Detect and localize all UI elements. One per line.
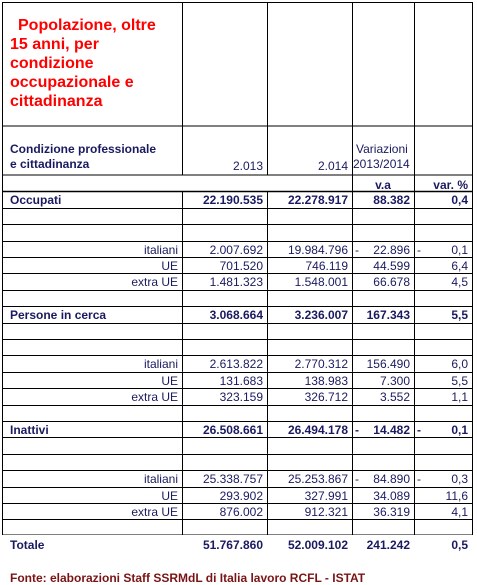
value-2014: 3.236.007 bbox=[294, 308, 348, 323]
row-label: extra UE bbox=[131, 505, 178, 519]
value-variation-pct: 1,1 bbox=[451, 390, 468, 405]
value-variation-pct: 0,3 bbox=[451, 472, 468, 487]
value-2013: 701.520 bbox=[219, 259, 263, 273]
minus-sign: - bbox=[355, 242, 359, 257]
table-title-line: condizione bbox=[10, 55, 94, 72]
row-label: Occupati bbox=[10, 193, 62, 208]
value-2013: 2.007.692 bbox=[209, 242, 263, 257]
table-title-line: occupazionale e bbox=[10, 74, 134, 91]
minus-sign: - bbox=[355, 423, 359, 437]
row-label: UE bbox=[161, 488, 178, 503]
value-2013: 293.902 bbox=[219, 488, 263, 503]
va-header: v.a bbox=[375, 178, 391, 192]
value-variation-abs: 3.552 bbox=[379, 390, 410, 405]
table-title-line: 15 anni, per bbox=[10, 36, 99, 53]
value-variation-abs: 88.382 bbox=[373, 193, 410, 208]
value-variation-pct: 5,5 bbox=[451, 373, 468, 388]
value-2014: 1.548.001 bbox=[294, 275, 348, 290]
value-2014: 25.253.867 bbox=[287, 472, 348, 487]
value-variation-abs: 241.242 bbox=[366, 537, 410, 552]
value-2014: 26.494.178 bbox=[287, 423, 348, 437]
value-2014: 52.009.102 bbox=[287, 537, 348, 552]
value-variation-abs: 84.890 bbox=[373, 472, 410, 487]
minus-sign: - bbox=[355, 472, 359, 487]
value-2013: 2.613.822 bbox=[209, 357, 263, 372]
value-2013: 131.683 bbox=[219, 373, 263, 388]
minus-sign: - bbox=[417, 472, 421, 487]
value-2013: 1.481.323 bbox=[209, 275, 263, 290]
source-footer: Fonte: elaborazioni Staff SSRMdL di Italia lavoro RCFL - ISTAT bbox=[10, 570, 366, 585]
row-label: UE bbox=[161, 259, 178, 273]
value-variation-abs: 7.300 bbox=[379, 373, 410, 388]
value-2014: 2.770.312 bbox=[294, 357, 348, 372]
value-variation-pct: 0,1 bbox=[451, 423, 468, 437]
value-variation-abs: 156.490 bbox=[366, 357, 410, 372]
value-variation-pct: 6,4 bbox=[451, 259, 468, 273]
value-2014: 912.321 bbox=[304, 505, 348, 519]
value-variation-abs: 66.678 bbox=[373, 275, 410, 290]
table-title-line: cittadinanza bbox=[10, 93, 103, 110]
value-variation-pct: 5,5 bbox=[451, 308, 468, 323]
value-variation-abs: 36.319 bbox=[373, 505, 410, 519]
row-label: UE bbox=[161, 373, 178, 388]
row-label: italiani bbox=[143, 357, 178, 372]
value-2013: 25.338.757 bbox=[202, 472, 263, 487]
table-title bbox=[10, 16, 180, 111]
variazioni-header: 2013/2014 bbox=[353, 157, 410, 171]
value-variation-pct: 6,0 bbox=[451, 357, 468, 372]
value-2013: 323.159 bbox=[219, 390, 263, 405]
value-variation-abs: 14.482 bbox=[373, 423, 410, 437]
value-2014: 326.712 bbox=[304, 390, 348, 405]
value-variation-pct: 4,1 bbox=[451, 505, 468, 519]
value-2014: 22.278.917 bbox=[287, 193, 348, 208]
minus-sign: - bbox=[417, 242, 421, 257]
value-variation-abs: 167.343 bbox=[366, 308, 410, 323]
table-title-line: Popolazione, oltre bbox=[18, 17, 156, 34]
row-label: Persone in cerca bbox=[10, 308, 107, 323]
value-2014: 138.983 bbox=[304, 373, 348, 388]
value-2013: 3.068.664 bbox=[209, 308, 263, 323]
value-variation-pct: 11,6 bbox=[445, 488, 468, 503]
year-header-2014: 2.014 bbox=[317, 159, 348, 173]
value-2014: 327.991 bbox=[304, 488, 348, 503]
value-2013: 22.190.535 bbox=[202, 193, 263, 208]
minus-sign: - bbox=[417, 423, 421, 437]
value-variation-pct: 0,4 bbox=[451, 193, 468, 208]
value-2013: 26.508.661 bbox=[202, 423, 263, 437]
column-header-label: Condizione professionale bbox=[10, 142, 157, 156]
value-2014: 19.984.796 bbox=[287, 242, 348, 257]
value-variation-abs: 34.089 bbox=[373, 488, 410, 503]
year-header-2013: 2.013 bbox=[232, 159, 263, 173]
row-label: Totale bbox=[10, 537, 45, 552]
value-variation-pct: 0,5 bbox=[451, 537, 468, 552]
row-label: italiani bbox=[143, 242, 178, 257]
variazioni-header: Variazioni bbox=[356, 142, 408, 156]
column-header-label: e cittadinanza bbox=[10, 157, 90, 171]
row-label: italiani bbox=[143, 472, 178, 487]
value-2014: 746.119 bbox=[305, 259, 348, 273]
row-label: extra UE bbox=[131, 275, 178, 290]
value-variation-pct: 0,1 bbox=[451, 242, 468, 257]
value-2013: 876.002 bbox=[219, 505, 263, 519]
value-variation-abs: 22.896 bbox=[373, 242, 410, 257]
row-label: Inattivi bbox=[10, 423, 49, 437]
value-variation-pct: 4,5 bbox=[451, 275, 468, 290]
value-2013: 51.767.860 bbox=[202, 537, 263, 552]
value-variation-abs: 44.599 bbox=[373, 259, 410, 273]
row-label: extra UE bbox=[131, 390, 178, 405]
data-table bbox=[2, 2, 473, 585]
var-pct-header: var. % bbox=[433, 178, 468, 192]
